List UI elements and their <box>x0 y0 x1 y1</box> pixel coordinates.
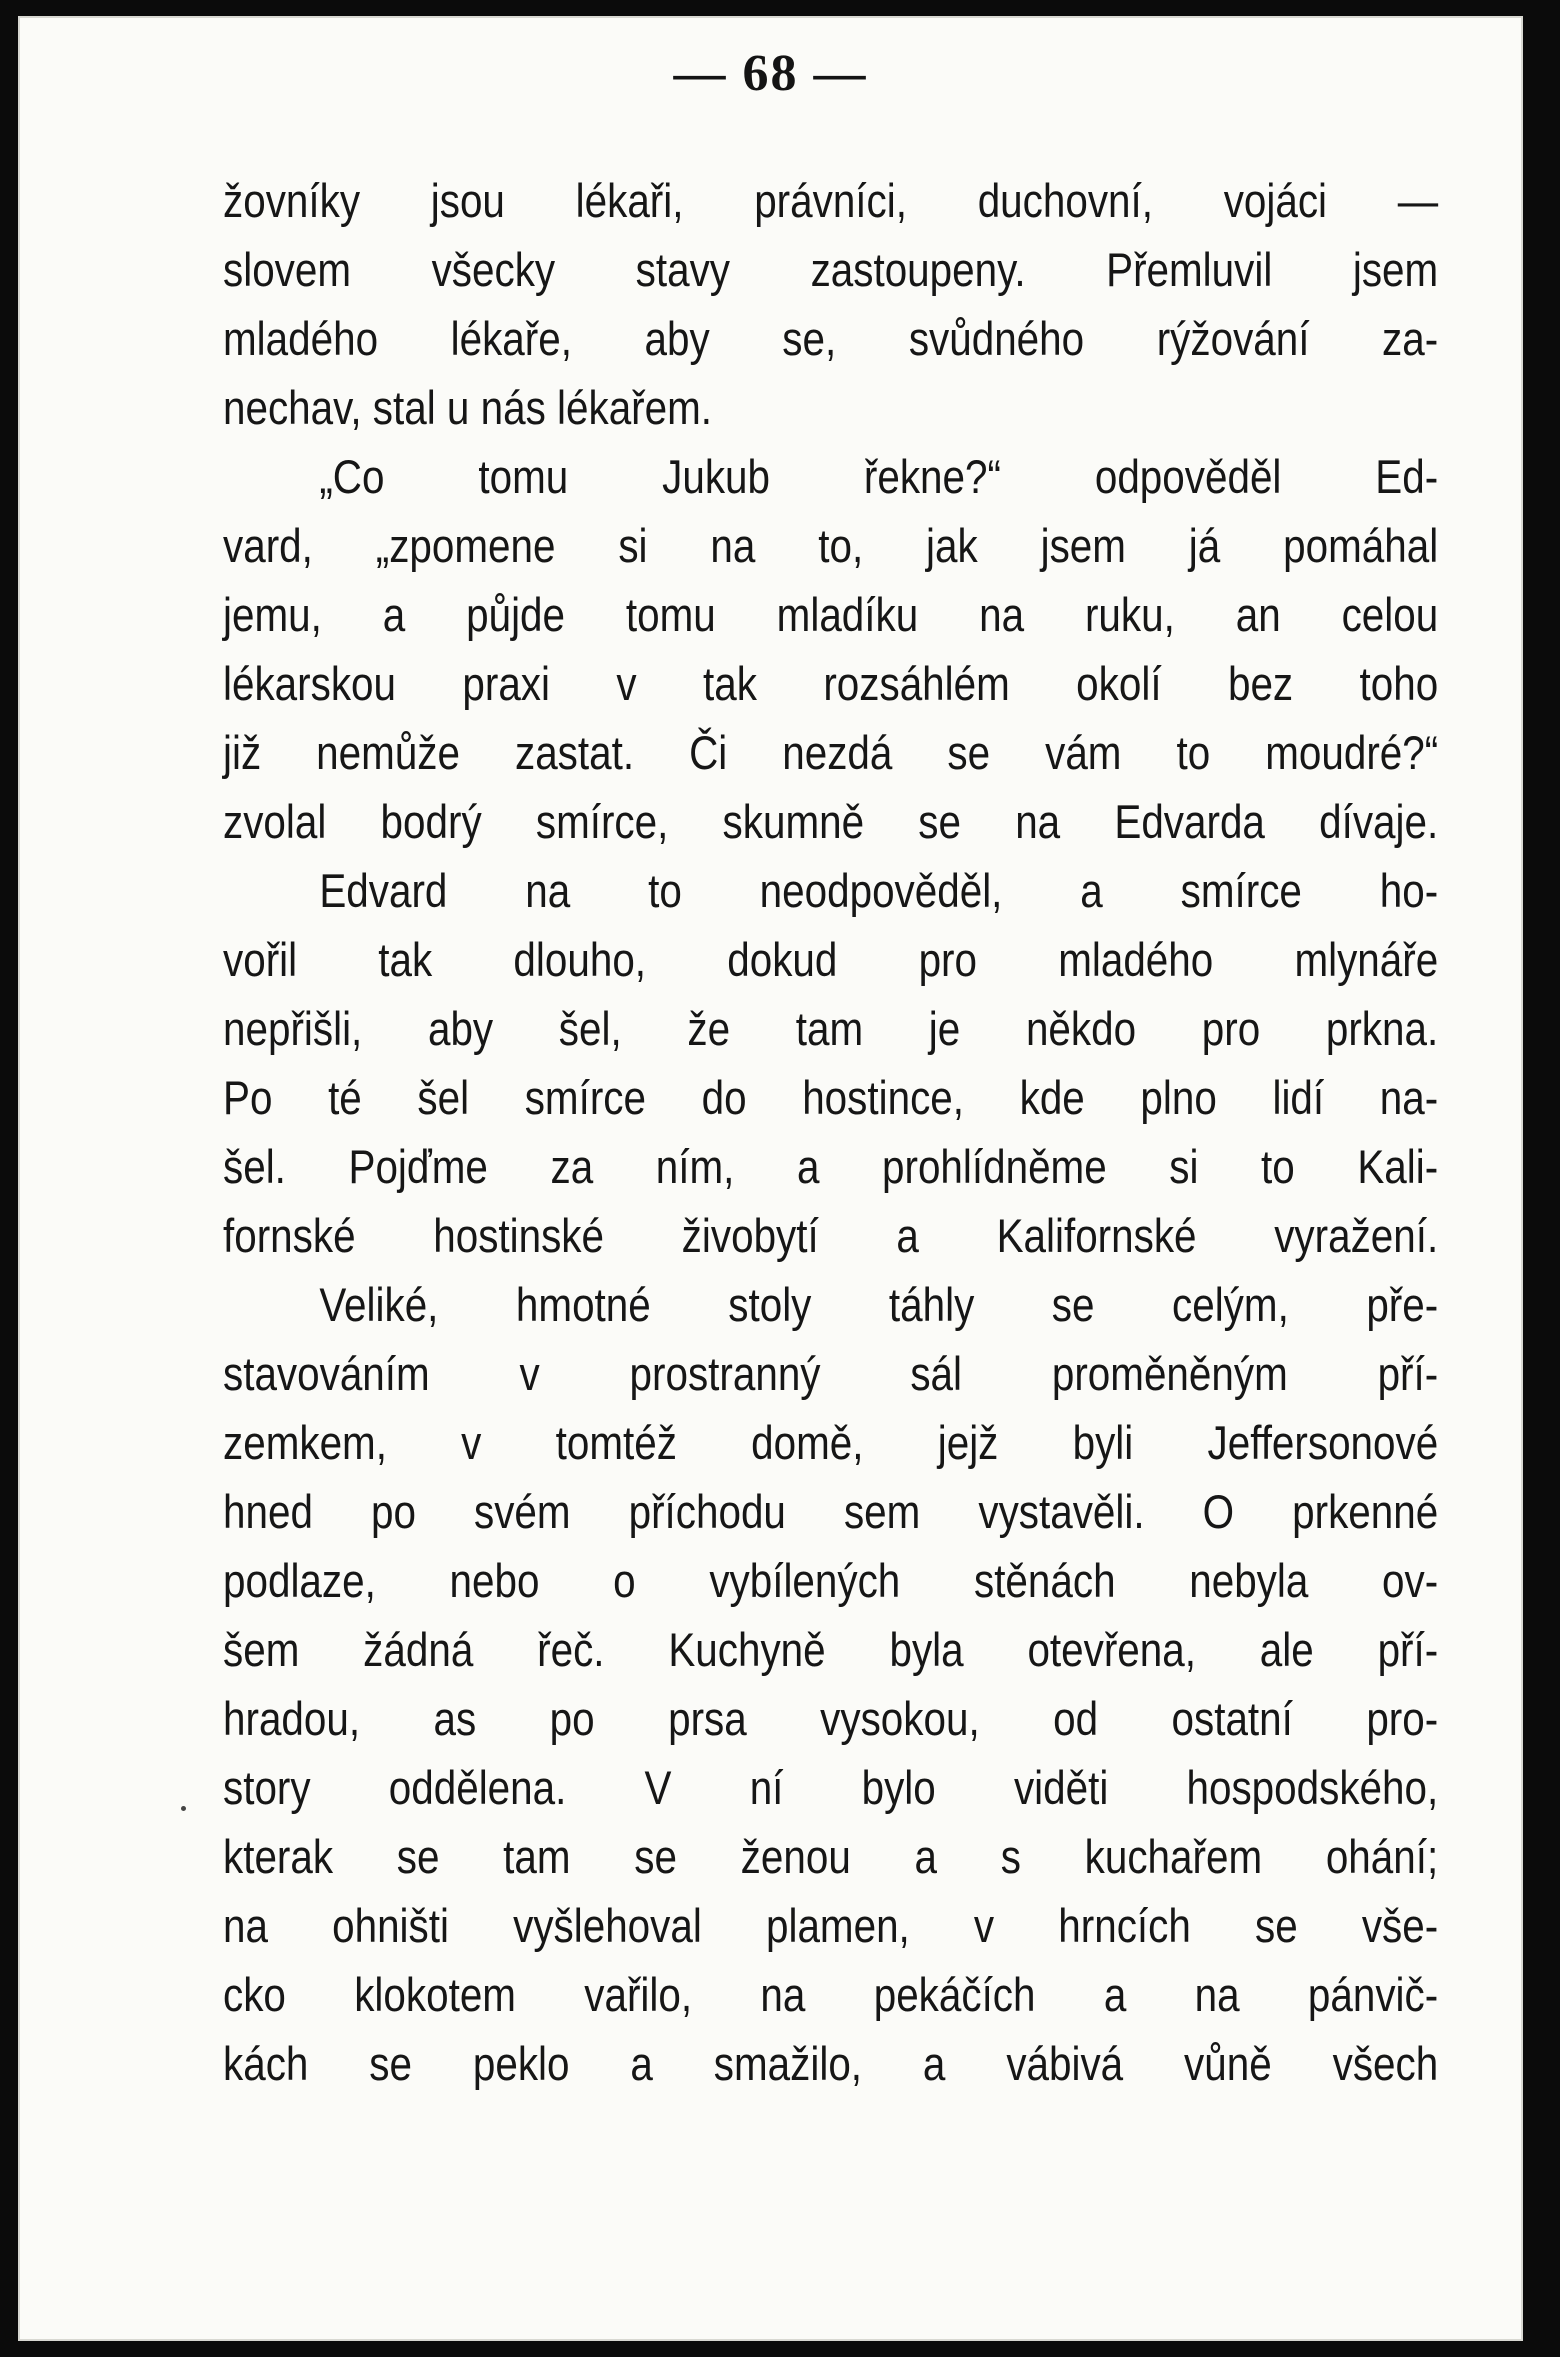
text-line: hned po svém příchodu sem vystavěli. O prkenné <box>223 1485 1439 1538</box>
text-line: žovníky jsou lékaři, právníci, duchovní, vojáci — <box>223 174 1439 227</box>
text-line: na ohništi vyšlehoval plamen, v hrncích se vše- <box>223 1899 1439 1952</box>
text-line: nechav, stal u nás lékařem. <box>223 381 713 434</box>
text-line: podlaze, nebo o vybílených stěnách nebyla ov- <box>223 1554 1439 1607</box>
text-line: stavováním v prostranný sál proměněným pří- <box>223 1347 1439 1400</box>
text-line: kterak se tam se ženou a s kuchařem ohání; <box>223 1830 1439 1883</box>
text-line: vard, „zpomene si na to, jak jsem já pomáhal <box>223 519 1439 572</box>
text-line: zvolal bodrý smírce, skumně se na Edvarda dívaje. <box>223 795 1439 848</box>
scan-border <box>1526 0 1560 2357</box>
text-line: lékarskou praxi v tak rozsáhlém okolí bez toho <box>223 657 1439 710</box>
text-line: Po té šel smírce do hostince, kde plno lidí na- <box>223 1071 1439 1124</box>
body-text <box>223 166 1438 2098</box>
text-line: mladého lékaře, aby se, svůdného rýžování za- <box>223 312 1439 365</box>
text-line: šel. Pojďme za ním, a prohlídněme si to Kali- <box>223 1140 1439 1193</box>
book-page <box>18 16 1523 2341</box>
text-line: Edvard na to neodpověděl, a smírce ho- <box>319 864 1439 917</box>
text-line: Veliké, hmotné stoly táhly se celým, pře- <box>319 1278 1439 1331</box>
text-line: hradou, as po prsa vysokou, od ostatní pro- <box>223 1692 1439 1745</box>
print-speck <box>181 1806 186 1811</box>
text-line: vořil tak dlouho, dokud pro mladého mlynáře <box>223 933 1439 986</box>
text-line: story oddělena. V ní bylo viděti hospodského, <box>223 1761 1439 1814</box>
text-line: „Co tomu Jukub řekne?“ odpověděl Ed- <box>319 450 1439 503</box>
text-line: zemkem, v tomtéž domě, jejž byli Jeffersonové <box>223 1416 1439 1469</box>
text-line: šem žádná řeč. Kuchyně byla otevřena, ale pří- <box>223 1623 1439 1676</box>
text-line: již nemůže zastat. Či nezdá se vám to moudré?“ <box>223 726 1439 779</box>
text-line: slovem všecky stavy zastoupeny. Přemluvil jsem <box>223 243 1439 296</box>
page-number: — 68 — <box>673 45 868 102</box>
text-line: nepřišli, aby šel, že tam je někdo pro prkna. <box>223 1002 1439 1055</box>
text-line: jemu, a půjde tomu mladíku na ruku, an celou <box>223 588 1439 641</box>
text-line: fornské hostinské živobytí a Kalifornské vyražení. <box>223 1209 1439 1262</box>
text-line: cko klokotem vařilo, na pekáčích a na pánvič- <box>223 1968 1439 2021</box>
text-line: kách se peklo a smažilo, a vábivá vůně všech <box>223 2037 1439 2090</box>
